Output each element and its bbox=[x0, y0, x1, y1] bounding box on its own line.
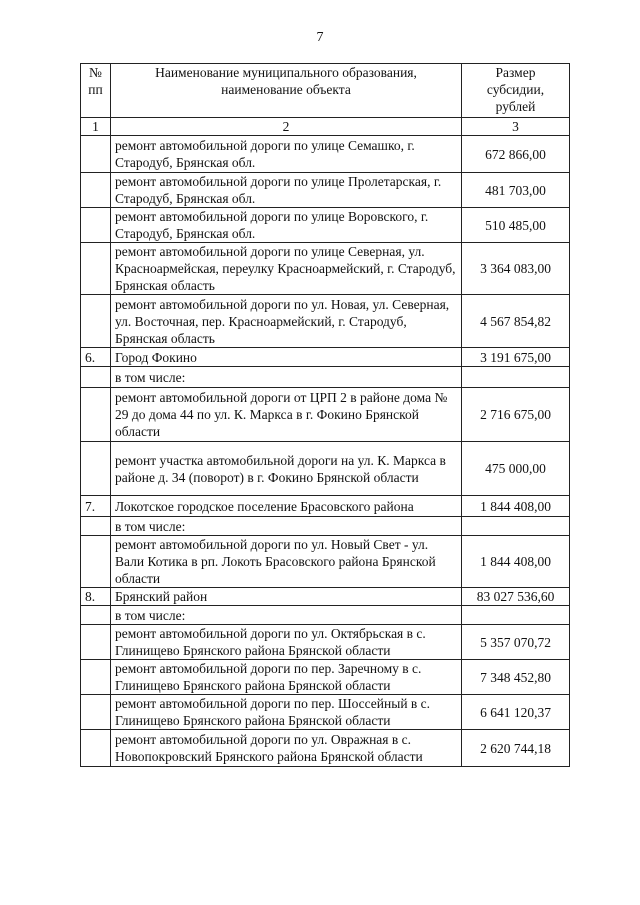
column-index-row bbox=[81, 118, 570, 136]
row-number: 7. bbox=[81, 496, 111, 517]
row-amount: 6 641 120,37 bbox=[462, 695, 570, 730]
row-name: ремонт участка автомобильной дороги на ул. К. Маркса в районе д. 34 (поворот) в г. Фокино Брянской области bbox=[111, 442, 462, 496]
table-row bbox=[81, 243, 570, 295]
row-amount bbox=[462, 606, 570, 625]
row-number bbox=[81, 660, 111, 695]
page-number: 7 bbox=[316, 30, 324, 45]
row-name: ремонт автомобильной дороги по пер. Шоссейный в с. Глинищево Брянского района Брянской области bbox=[111, 695, 462, 730]
row-number bbox=[81, 625, 111, 660]
column-index-2: 2 bbox=[111, 118, 462, 136]
row-amount: 2 620 744,18 bbox=[462, 730, 570, 767]
table-row bbox=[81, 730, 570, 767]
table-row bbox=[81, 367, 570, 388]
group-row bbox=[81, 588, 570, 606]
row-number bbox=[81, 173, 111, 208]
row-amount: 5 357 070,72 bbox=[462, 625, 570, 660]
row-amount: 1 844 408,00 bbox=[462, 496, 570, 517]
table-row bbox=[81, 660, 570, 695]
table-row bbox=[81, 517, 570, 536]
row-name: ремонт автомобильной дороги по ул. Овражная в с. Новопокровский Брянского района Брянской области bbox=[111, 730, 462, 767]
group-row bbox=[81, 348, 570, 367]
row-name: в том числе: bbox=[111, 517, 462, 536]
row-name: ремонт автомобильной дороги по улице Воровского, г. Стародуб, Брянская обл. bbox=[111, 208, 462, 243]
row-amount: 3 364 083,00 bbox=[462, 243, 570, 295]
table-row bbox=[81, 442, 570, 496]
row-number bbox=[81, 606, 111, 625]
table-row bbox=[81, 606, 570, 625]
row-amount: 510 485,00 bbox=[462, 208, 570, 243]
row-number bbox=[81, 388, 111, 442]
row-number: 6. bbox=[81, 348, 111, 367]
subsidy-table bbox=[80, 63, 570, 767]
row-name: в том числе: bbox=[111, 367, 462, 388]
row-number bbox=[81, 243, 111, 295]
row-amount: 481 703,00 bbox=[462, 173, 570, 208]
row-number bbox=[81, 695, 111, 730]
row-number bbox=[81, 208, 111, 243]
row-amount bbox=[462, 517, 570, 536]
row-amount: 2 716 675,00 bbox=[462, 388, 570, 442]
row-number bbox=[81, 295, 111, 348]
table-header-row bbox=[81, 64, 570, 118]
row-amount: 672 866,00 bbox=[462, 136, 570, 173]
row-number bbox=[81, 536, 111, 588]
row-name: Брянский район bbox=[111, 588, 462, 606]
row-number bbox=[81, 517, 111, 536]
table-row bbox=[81, 208, 570, 243]
table-row bbox=[81, 388, 570, 442]
column-index-3: 3 bbox=[462, 118, 570, 136]
row-name: Локотское городское поселение Брасовского района bbox=[111, 496, 462, 517]
header-amount: Размер субсидии, рублей bbox=[462, 64, 570, 118]
row-number bbox=[81, 136, 111, 173]
row-name: ремонт автомобильной дороги по ул. Октябрьская в с. Глинищево Брянского района Брянской области bbox=[111, 625, 462, 660]
row-name: ремонт автомобильной дороги по ул. Новая, ул. Северная, ул. Восточная, пер. Красноармейский, г. Стародуб, Брянская область bbox=[111, 295, 462, 348]
row-name: ремонт автомобильной дороги по пер. Заречному в с. Глинищево Брянского района Брянской области bbox=[111, 660, 462, 695]
row-name: ремонт автомобильной дороги по улице Северная, ул. Красноармейская, переулку Красноармейский, г. Стародуб, Брянская область bbox=[111, 243, 462, 295]
row-name: Город Фокино bbox=[111, 348, 462, 367]
table-row bbox=[81, 536, 570, 588]
row-amount: 7 348 452,80 bbox=[462, 660, 570, 695]
row-amount: 1 844 408,00 bbox=[462, 536, 570, 588]
header-number: № пп bbox=[81, 64, 111, 118]
table-row bbox=[81, 295, 570, 348]
table-row bbox=[81, 625, 570, 660]
column-index-1: 1 bbox=[81, 118, 111, 136]
table-row bbox=[81, 173, 570, 208]
row-number bbox=[81, 730, 111, 767]
row-name: ремонт автомобильной дороги по улице Пролетарская, г. Стародуб, Брянская обл. bbox=[111, 173, 462, 208]
row-number bbox=[81, 367, 111, 388]
row-amount: 3 191 675,00 bbox=[462, 348, 570, 367]
row-name: ремонт автомобильной дороги по ул. Новый Свет - ул. Вали Котика в рп. Локоть Брасовского района Брянской области bbox=[111, 536, 462, 588]
row-name: ремонт автомобильной дороги от ЦРП 2 в районе дома № 29 до дома 44 по ул. К. Маркса в г. Фокино Брянской области bbox=[111, 388, 462, 442]
row-number: 8. bbox=[81, 588, 111, 606]
row-amount bbox=[462, 367, 570, 388]
row-amount: 83 027 536,60 bbox=[462, 588, 570, 606]
row-number bbox=[81, 442, 111, 496]
group-row bbox=[81, 496, 570, 517]
table-row bbox=[81, 136, 570, 173]
header-name: Наименование муниципального образования, наименование объекта bbox=[111, 64, 462, 118]
row-amount: 4 567 854,82 bbox=[462, 295, 570, 348]
row-name: ремонт автомобильной дороги по улице Семашко, г. Стародуб, Брянская обл. bbox=[111, 136, 462, 173]
row-name: в том числе: bbox=[111, 606, 462, 625]
row-amount: 475 000,00 bbox=[462, 442, 570, 496]
table-row bbox=[81, 695, 570, 730]
